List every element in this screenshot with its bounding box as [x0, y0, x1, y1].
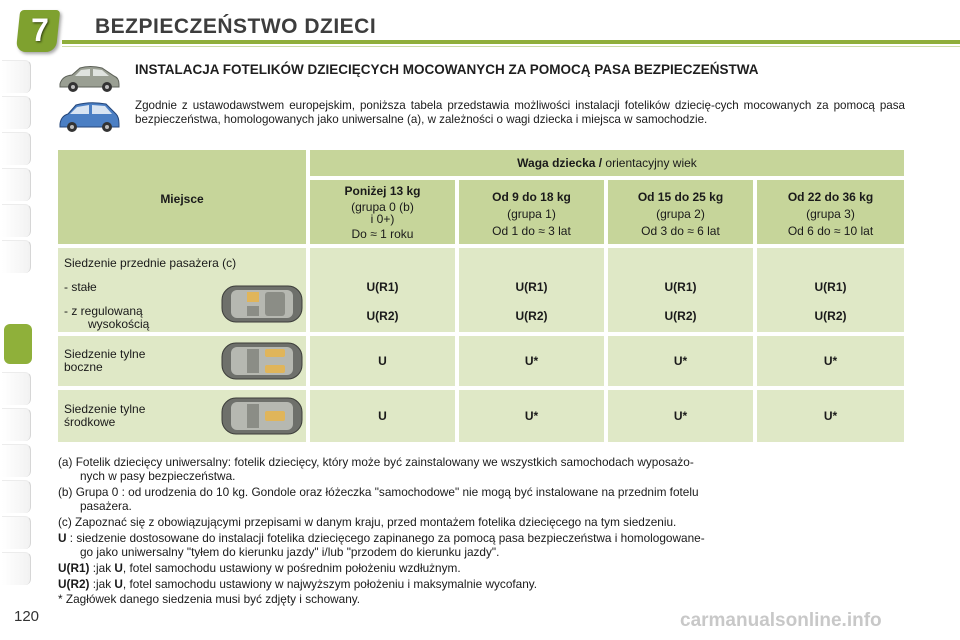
chapter-number: 7: [31, 12, 49, 48]
header-rule: [62, 40, 960, 44]
weight-header-bold: Waga dziecka /: [517, 156, 603, 170]
note-c: [58, 515, 905, 529]
note-u-text: : siedzenie dostosowane do instalacji fotelika dziecięcego zapinanego za pomocą pasa bezpieczeństwa i homologowane-: [66, 531, 705, 545]
row-sub-fixed: - stałe: [64, 280, 97, 294]
side-tab-8[interactable]: [2, 372, 31, 405]
cell-rear-side-col2: [608, 336, 753, 386]
row-rear-side-label: [58, 336, 306, 386]
cell-rear-center-col0: [310, 390, 455, 442]
row-front-passenger-label: [58, 248, 306, 332]
note-ur1: [58, 561, 905, 575]
weight-header-rest: orientacyjny wiek: [602, 156, 697, 170]
row-label: Siedzenie przednie pasażera (c): [64, 256, 237, 270]
col-group: (grupa 1): [507, 207, 556, 221]
cell-rear-side-col1: [459, 336, 604, 386]
note-b-text-cont: pasażera.: [80, 499, 132, 513]
col-group: (grupa 0 (b): [351, 200, 414, 214]
page-title: BEZPIECZEŃSTWO DZIECI: [95, 15, 377, 38]
value-r2: U(R2): [664, 309, 697, 323]
value-r2: U(R2): [814, 309, 847, 323]
chapter-side-tabs: [0, 60, 34, 590]
side-tab-11[interactable]: [2, 480, 31, 513]
value-r1: U(R1): [366, 280, 399, 294]
note-a: [58, 455, 905, 483]
row-label: Siedzenie tylne: [64, 347, 146, 361]
cell-rear-center-col3: [757, 390, 904, 442]
col-header-0: [310, 180, 455, 244]
side-tab-2[interactable]: [2, 96, 31, 129]
intro-paragraph: Zgodnie z ustawodawstwem europejskim, poniższa tabela przedstawia możliwości instalacji fotelików dziecię-cych mocowanych za pomocą pasa bezpieczeństwa, homologowanych jako uniwersalne (a), w zależności o wagi dziecka i miejsca w samochodzie.: [135, 99, 905, 126]
place-header: Miejsce: [160, 192, 204, 206]
cell-rear-center-col2: [608, 390, 753, 442]
col-header-1: [459, 180, 604, 244]
page-header: [0, 0, 960, 54]
place-header-cell: [58, 150, 306, 244]
col-weight: Od 22 do 36 kg: [787, 190, 874, 204]
note-ur1-text-c: , fotel samochodu ustawiony w pośrednim położeniu wzdłużnym.: [122, 561, 461, 575]
cell-rear-center-col1: [459, 390, 604, 442]
col-weight: Od 15 do 25 kg: [637, 190, 724, 204]
car-seat-topview-icon: [221, 396, 303, 436]
watermark: carmanualsonline.info: [680, 610, 882, 631]
note-ur1-text-b: U: [114, 561, 123, 575]
col-age: Od 6 do ≈ 10 lat: [787, 224, 874, 238]
note-u-text-cont: go jako uniwersalny "tyłem do kierunku jazdy" i/lub "przodem do kierunku jazdy".: [80, 545, 500, 559]
value: U*: [823, 354, 838, 368]
header-rule-thin: [62, 46, 960, 47]
note-u: [58, 531, 905, 559]
car-blue-icon: [56, 100, 122, 134]
col-age: Od 1 do ≈ 3 lat: [492, 224, 571, 238]
car-seat-topview-icon: [221, 284, 303, 324]
note-ur2-text-b: U: [114, 577, 123, 591]
note-ur2-key: U(R2): [58, 577, 90, 591]
row-rear-center-label: [58, 390, 306, 442]
value: U*: [524, 354, 539, 368]
value: U*: [524, 409, 539, 423]
value-r1: U(R1): [515, 280, 548, 294]
col-weight: Poniżej 13 kg: [344, 184, 421, 198]
note-b-text: (b) Grupa 0 : od urodzenia do 10 kg. Gondole oraz łóżeczka "samochodowe" nie mogą być instalowane na przednim fotelu: [58, 485, 699, 499]
row-label: Siedzenie tylne: [64, 402, 146, 416]
side-tab-4[interactable]: [2, 168, 31, 201]
col-group: (grupa 2): [656, 207, 705, 221]
row-sub-adjustable-cont: wysokością: [88, 317, 150, 331]
value: U*: [673, 354, 688, 368]
value: U: [378, 409, 387, 423]
cell-rear-side-col0: [310, 336, 455, 386]
col-group: (grupa 3): [806, 207, 855, 221]
note-ur2-text-a: :jak: [89, 577, 115, 591]
note-a-text-cont: nych w pasy bezpieczeństwa.: [80, 469, 236, 483]
col-age: Do ≈ 1 roku: [351, 227, 414, 241]
side-tab-12[interactable]: [2, 516, 31, 549]
value: U*: [823, 409, 838, 423]
col-header-2: [608, 180, 753, 244]
side-tab-9[interactable]: [2, 408, 31, 441]
section-title: INSTALACJA FOTELIKÓW DZIECIĘCYCH MOCOWANYCH ZA POMOCĄ PASA BEZPIECZEŃSTWA: [135, 62, 759, 77]
side-tab-7-active[interactable]: [4, 324, 32, 364]
weight-header-cell: [310, 150, 904, 176]
notes-section: [58, 455, 905, 593]
side-tab-10[interactable]: [2, 444, 31, 477]
note-c-text: (c) Zapoznać się z obowiązującymi przepisami w danym kraju, przed montażem fotelika dziecięcego na tym siedzeniu.: [58, 515, 677, 529]
row-sub-adjustable: - z regulowaną: [64, 304, 143, 318]
side-tab-6[interactable]: [2, 240, 31, 273]
side-tab-5[interactable]: [2, 204, 31, 237]
footnote-headrest: * Zagłówek danego siedzenia musi być zdjęty i schowany.: [58, 592, 361, 606]
cell-front-col1: [459, 248, 604, 332]
note-ur2-text-c: , fotel samochodu ustawiony w najwyższym położeniu i maksymalnie wycofany.: [122, 577, 538, 591]
page-number: 120: [14, 608, 40, 625]
note-u-key: U: [58, 531, 67, 545]
note-ur1-key: U(R1): [58, 561, 90, 575]
side-tab-1[interactable]: [2, 60, 31, 93]
col-header-3: [757, 180, 904, 244]
cell-front-col0: [310, 248, 455, 332]
value-r2: U(R2): [366, 309, 399, 323]
value-r1: U(R1): [814, 280, 847, 294]
cell-rear-side-col3: [757, 336, 904, 386]
row-label-cont: boczne: [64, 360, 103, 374]
value-r2: U(R2): [515, 309, 548, 323]
value: U*: [673, 409, 688, 423]
col-group-cont: i 0+): [370, 212, 395, 226]
value: U: [378, 354, 387, 368]
side-tab-13[interactable]: [2, 552, 31, 585]
cell-front-col2: [608, 248, 753, 332]
cell-front-col3: [757, 248, 904, 332]
col-weight: Od 9 do 18 kg: [492, 190, 571, 204]
col-age: Od 3 do ≈ 6 lat: [641, 224, 720, 238]
car-grey-icon: [56, 64, 122, 94]
note-b: [58, 485, 905, 513]
note-a-text: (a) Fotelik dziecięcy uniwersalny: fotelik dziecięcy, który może być zainstalowany we wszystkich samochodach wyposażo-: [58, 455, 694, 469]
note-ur1-text-a: :jak: [89, 561, 115, 575]
row-label-cont: środkowe: [64, 415, 116, 429]
car-seat-topview-icon: [221, 341, 303, 381]
note-ur2: [58, 577, 905, 591]
value-r1: U(R1): [664, 280, 697, 294]
side-tab-3[interactable]: [2, 132, 31, 165]
installation-table: [58, 150, 904, 442]
